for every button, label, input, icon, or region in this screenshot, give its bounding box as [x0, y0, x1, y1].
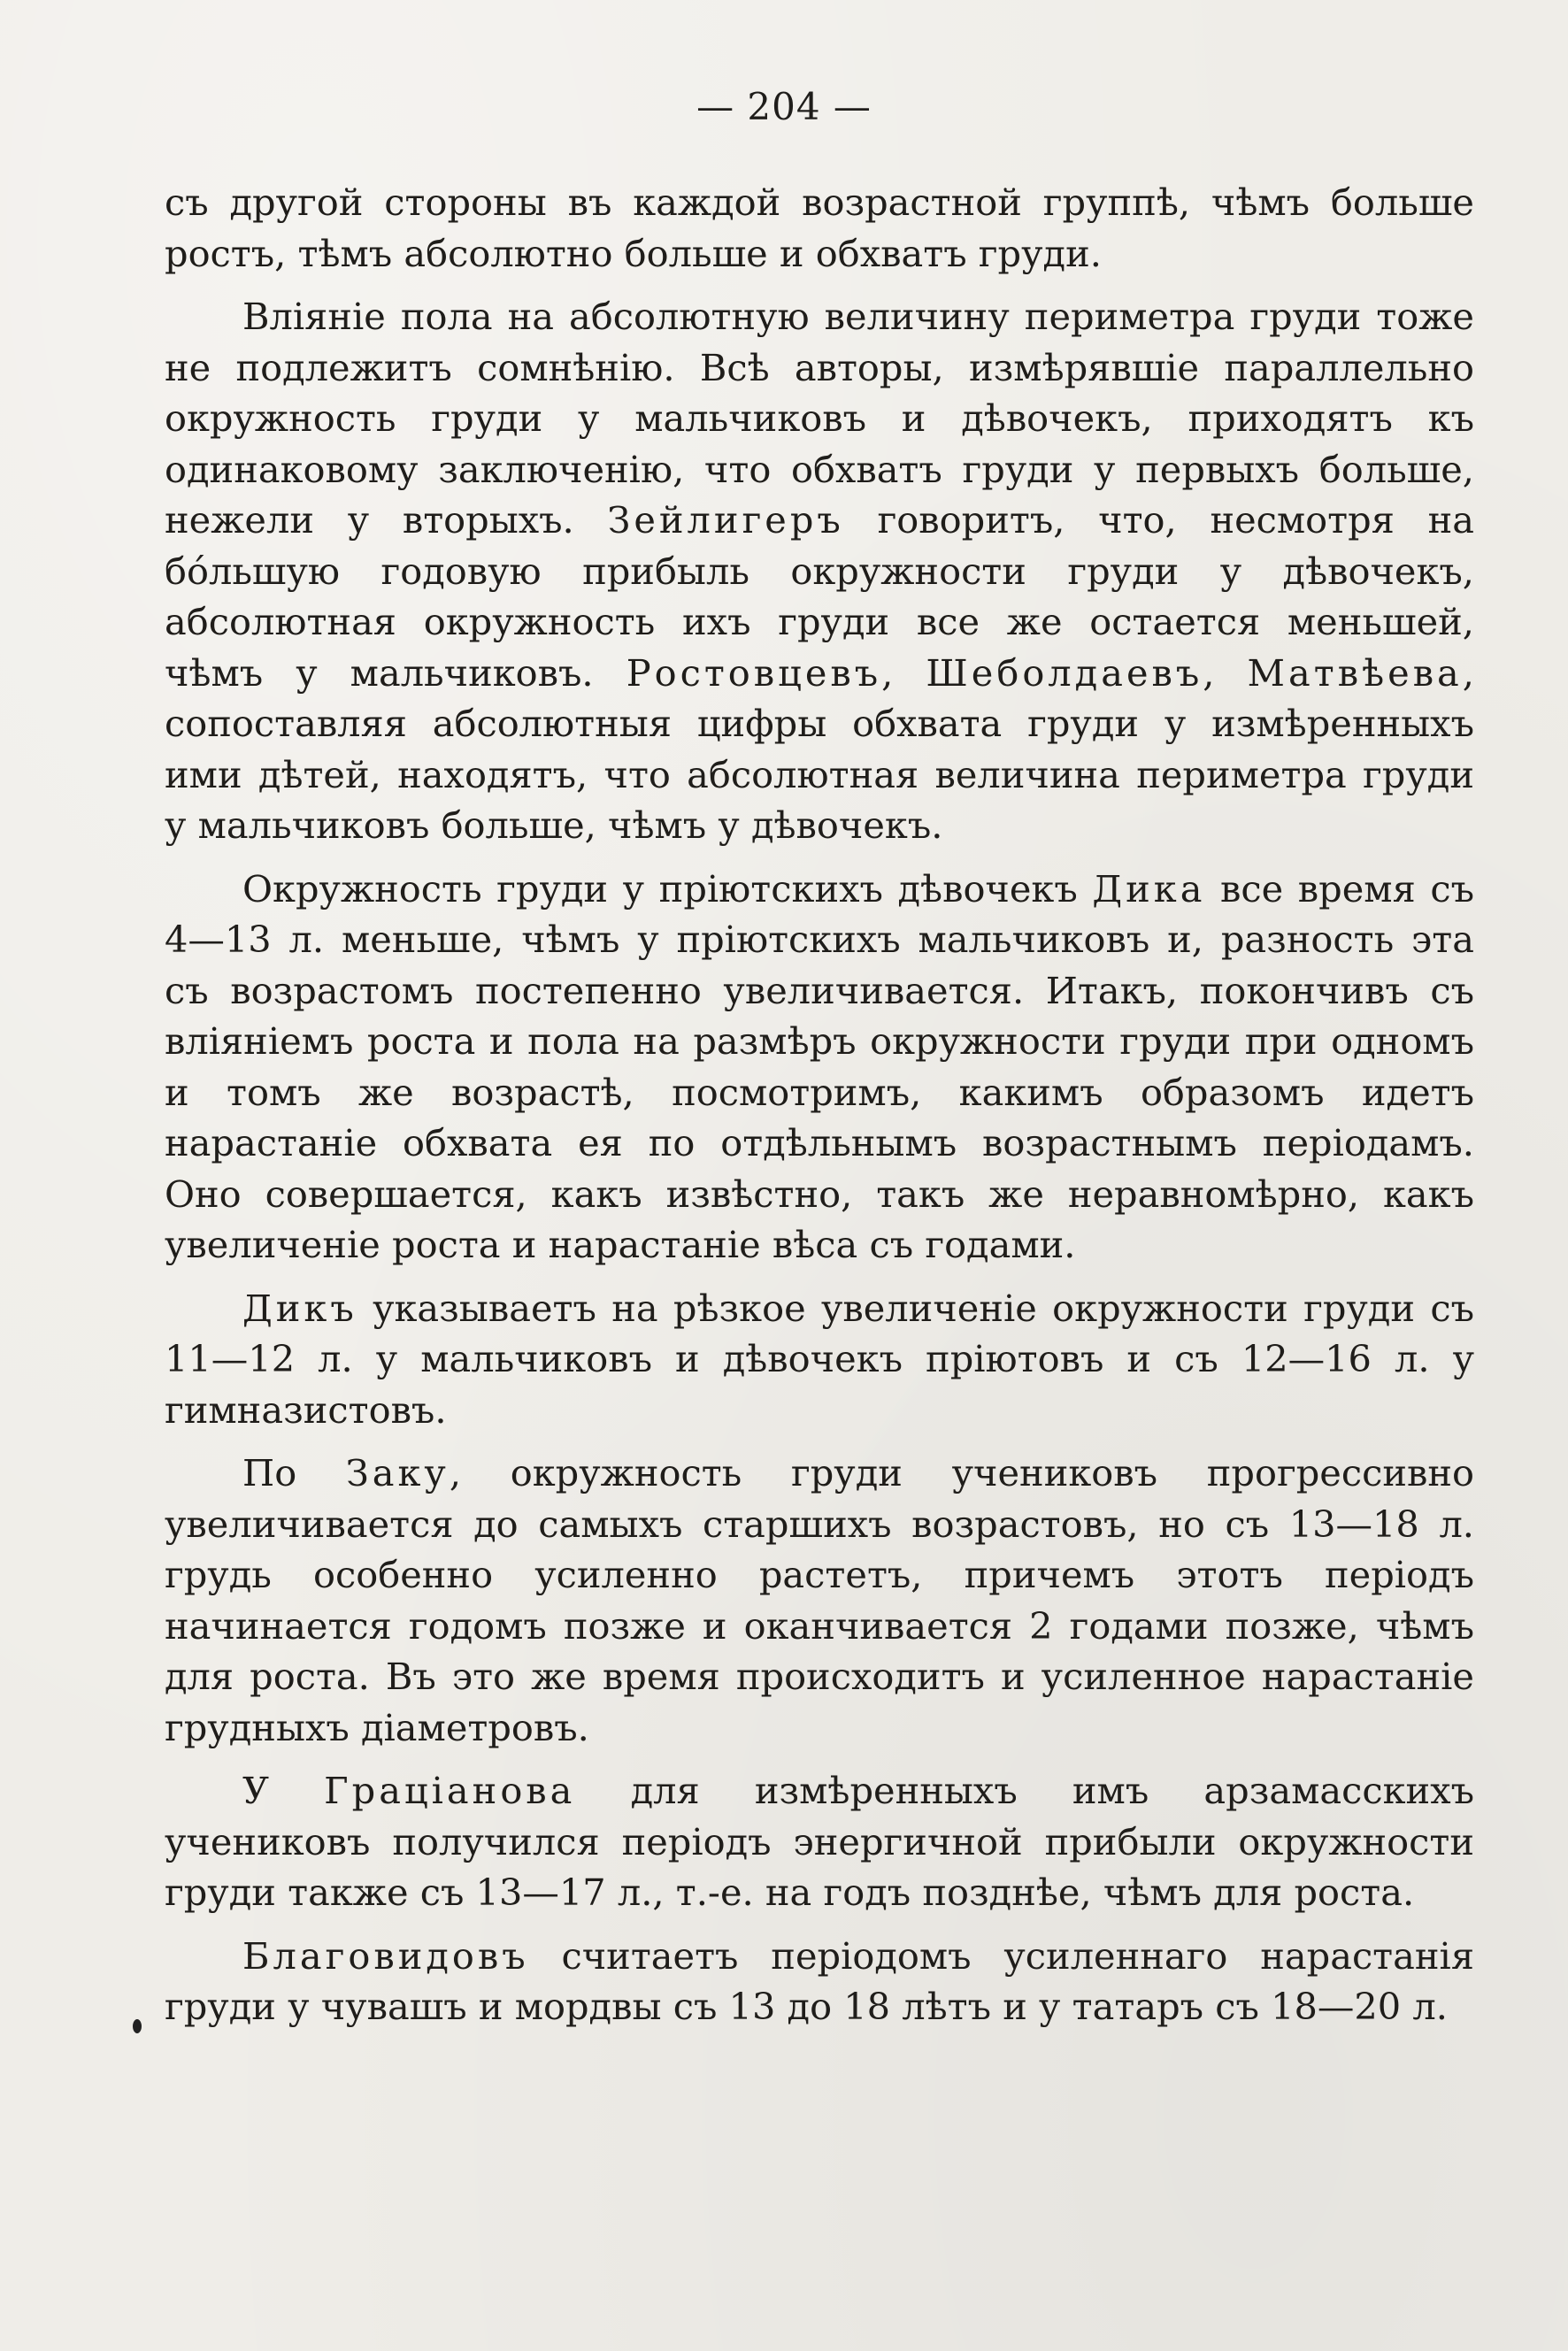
text-run: указываетъ на рѣзкое увеличеніе окружности груди съ 11—12 л. у мальчиковъ и дѣвочекъ пріютовъ и съ 12—16 л. у гимназистовъ. [165, 1286, 1474, 1432]
paragraph-5 [165, 1448, 1474, 1753]
author-name: Дикъ [242, 1286, 357, 1330]
text-run: , [1203, 650, 1248, 695]
text-run: , сопоставляя абсолютныя цифры обхвата груди у измѣренныхъ ими дѣтей, находятъ, что абсолютная величина периметра груди у мальчиковъ больше, чѣмъ у дѣвочекъ. [165, 650, 1474, 847]
author-name: Заку [345, 1451, 450, 1494]
paragraph-7 [165, 1931, 1474, 2032]
text-run: Окружность груди у пріютскихъ дѣвочекъ [242, 866, 1093, 910]
text-run: все время съ 4—13 л. меньше, чѣмъ у пріютскихъ мальчиковъ и, разность эта съ возрастомъ постепенно увеличивается. Итакъ, покончивъ съ вліяніемъ роста и пола на размѣръ окружности груди при одномъ и томъ же возрастѣ, посмотримъ, какимъ образомъ идетъ нарастаніе обхвата ея по отдѣльнымъ возрастнымъ періодамъ. Оно совершается, какъ извѣстно, такъ же неравномѣрно, какъ увеличеніе роста и нарастаніе вѣса съ годами. [165, 866, 1474, 1266]
author-name: Ростовцевъ [626, 650, 882, 695]
text-run: Вліяніе пола на абсолютную величину периметра груди тоже не подлежитъ сомнѣнію. Всѣ авторы, измѣрявшіе параллельно окружность груди у мальчиковъ и дѣвочекъ, приходятъ къ одинаковому заключенію, что обхватъ груди у первыхъ больше, нежели у вторыхъ. [165, 295, 1474, 542]
author-name: Дика [1092, 866, 1206, 910]
text-run: считаетъ періодомъ усиленнаго нарастанія груди у чувашъ и мордвы съ 13 до 18 лѣтъ и у татаръ съ 18—20 л. [165, 1933, 1474, 2028]
author-name: Шеболдаевъ [926, 650, 1203, 695]
author-name: Зейлигеръ [607, 498, 844, 542]
author-name: Матвѣева [1247, 650, 1463, 695]
body-text [165, 177, 1474, 2045]
text-run: для измѣренныхъ имъ арзамасскихъ учениковъ получился періодъ энергичной прибыли окружности груди также съ 13—17 л., т.-е. на годъ позднѣе, чѣмъ для роста. [165, 1769, 1475, 1914]
ink-speck [133, 2019, 142, 2033]
text-run: По [242, 1451, 346, 1494]
text-run: , окружность груди учениковъ прогрессивно увеличивается до самыхъ старшихъ возрастовъ, но съ 13—18 л. грудь особенно усиленно растетъ, причемъ этотъ періодъ начинается годомъ позже и оканчивается 2 годами позже, чѣмъ для роста. Въ это же время происходитъ и усиленное нарастаніе грудныхъ діаметровъ. [165, 1451, 1474, 1749]
paragraph-3 [165, 864, 1474, 1271]
text-run: У [242, 1769, 325, 1812]
paragraph-4 [165, 1283, 1474, 1436]
paragraph-2 [165, 291, 1474, 851]
text-run: съ другой стороны въ каждой возрастной группѣ, чѣмъ больше ростъ, тѣмъ абсолютно больше и обхватъ груди. [165, 181, 1474, 275]
author-name: Благовидовъ [242, 1933, 529, 1978]
paragraph-1 [165, 177, 1474, 279]
author-name: Граціанова [324, 1769, 576, 1812]
page-number: — 204 — [696, 85, 872, 128]
text-run: говоритъ, что, несмотря на бо́льшую годовую прибыль окружности груди у дѣвочекъ, абсолютная окружность ихъ груди все же остается меньшей, чѣмъ у мальчиковъ. [165, 498, 1474, 695]
paragraph-6 [165, 1765, 1474, 1918]
text-run: , [881, 650, 926, 695]
